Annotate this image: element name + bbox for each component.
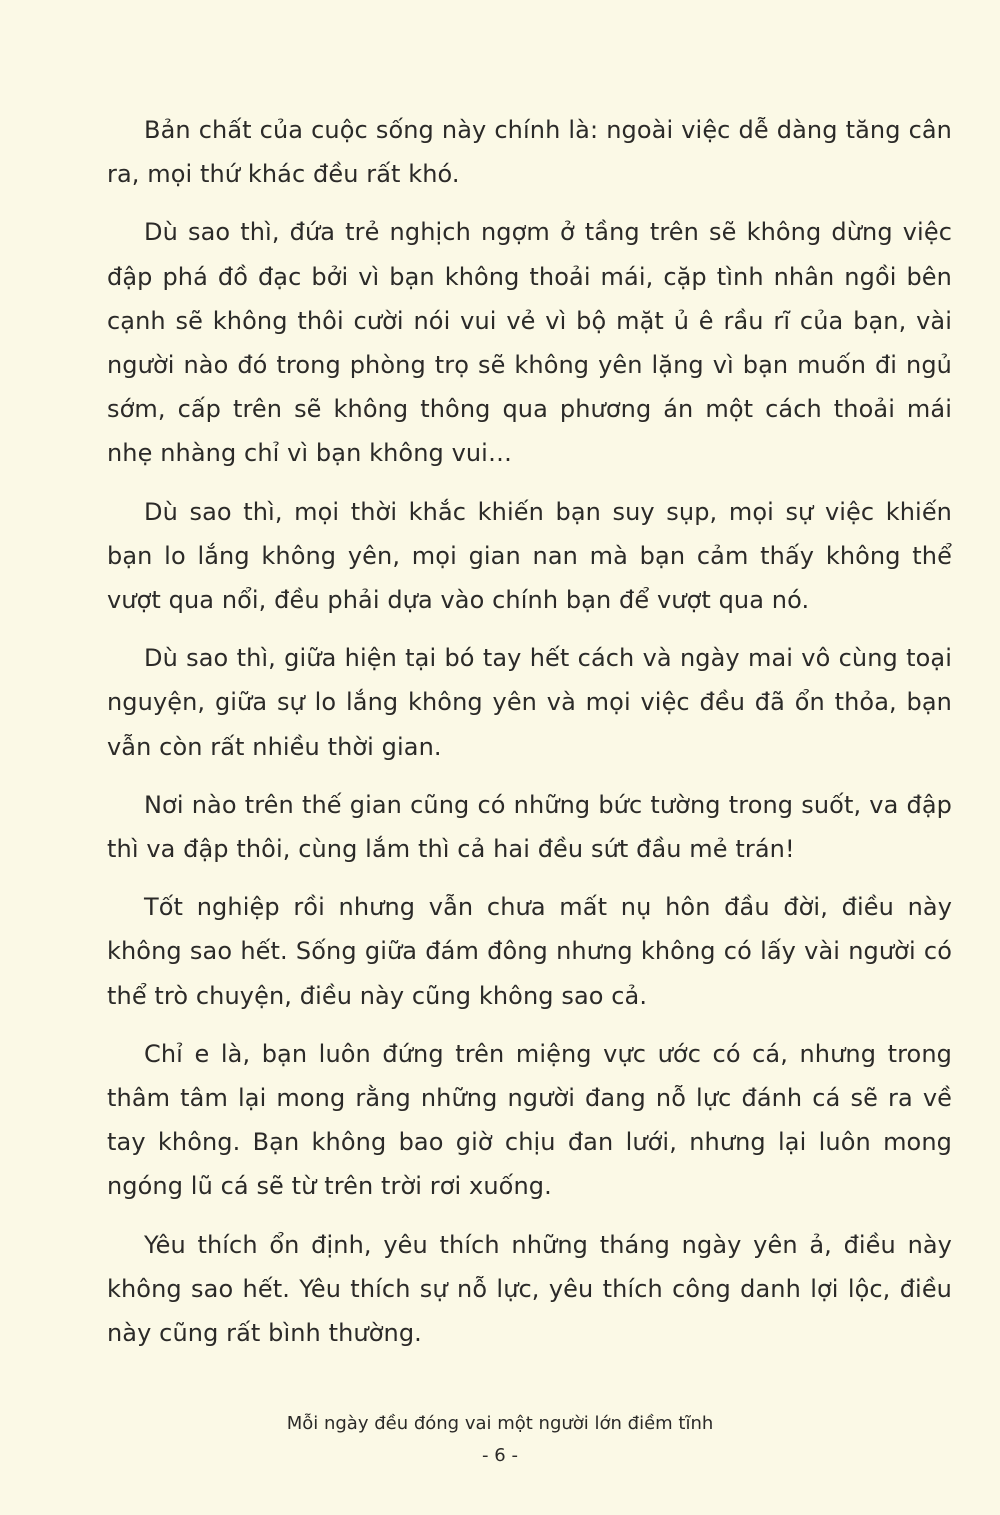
paragraph-5: Nơi nào trên thế gian cũng có những bức tường trong suốt, va đập thì va đập thôi, cùng lắm thì cả hai đều sứt đầu mẻ trán! bbox=[107, 790, 952, 864]
paragraph-6: Tốt nghiệp rồi nhưng vẫn chưa mất nụ hôn đầu đời, điều này không sao hết. Sống giữa đám đông nhưng không có lấy vài người có thể trò chuyện, điều này cũng không sao cả. bbox=[107, 893, 952, 1010]
page-number: - 6 - bbox=[482, 1445, 518, 1466]
paragraph-1: Bản chất của cuộc sống này chính là: ngoài việc dễ dàng tăng cân ra, mọi thứ khác đều rất khó. bbox=[107, 116, 952, 189]
paragraph-3: Dù sao thì, mọi thời khắc khiến bạn suy sụp, mọi sự việc khiến bạn lo lắng không yên, mọi gian nan mà bạn cảm thấy không thể vượt qua nổi, đều phải dựa vào chính bạn để vượt qua nó. bbox=[107, 497, 952, 615]
paragraph-2: Dù sao thì, đứa trẻ nghịch ngợm ở tầng trên sẽ không dừng việc đập phá đồ đạc bởi vì bạn không thoải mái, cặp tình nhân ngồi bên cạnh sẽ không thôi cười nói vui vẻ vì bộ mặt ủ ê rầu rĩ của bạn, vài người nào đó trong phòng trọ sẽ không yên lặng vì bạn muốn đi ngủ sớm, cấp trên sẽ không thông qua phương án một cách thoải mái nhẹ nhàng chỉ vì bạn không vui… bbox=[107, 218, 952, 468]
paragraph-4: Dù sao thì, giữa hiện tại bó tay hết cách và ngày mai vô cùng toại nguyện, giữa sự lo lắng không yên và mọi việc đều đã ổn thỏa, bạn vẫn còn rất nhiều thời gian. bbox=[107, 644, 952, 761]
paragraph-8: Yêu thích ổn định, yêu thích những tháng ngày yên ả, điều này không sao hết. Yêu thích sự nỗ lực, yêu thích công danh lợi lộc, điều này cũng rất bình thường. bbox=[107, 1230, 952, 1348]
page-body bbox=[107, 108, 952, 1355]
running-footer-title: Mỗi ngày đều đóng vai một người lớn điềm tĩnh bbox=[286, 1413, 714, 1434]
paragraph-7: Chỉ e là, bạn luôn đứng trên miệng vực ước có cá, nhưng trong thâm tâm lại mong rằng những người đang nỗ lực đánh cá sẽ ra về tay không. Bạn không bao giờ chịu đan lưới, nhưng lại luôn mong ngóng lũ cá sẽ từ trên trời rơi xuống. bbox=[107, 1039, 952, 1201]
